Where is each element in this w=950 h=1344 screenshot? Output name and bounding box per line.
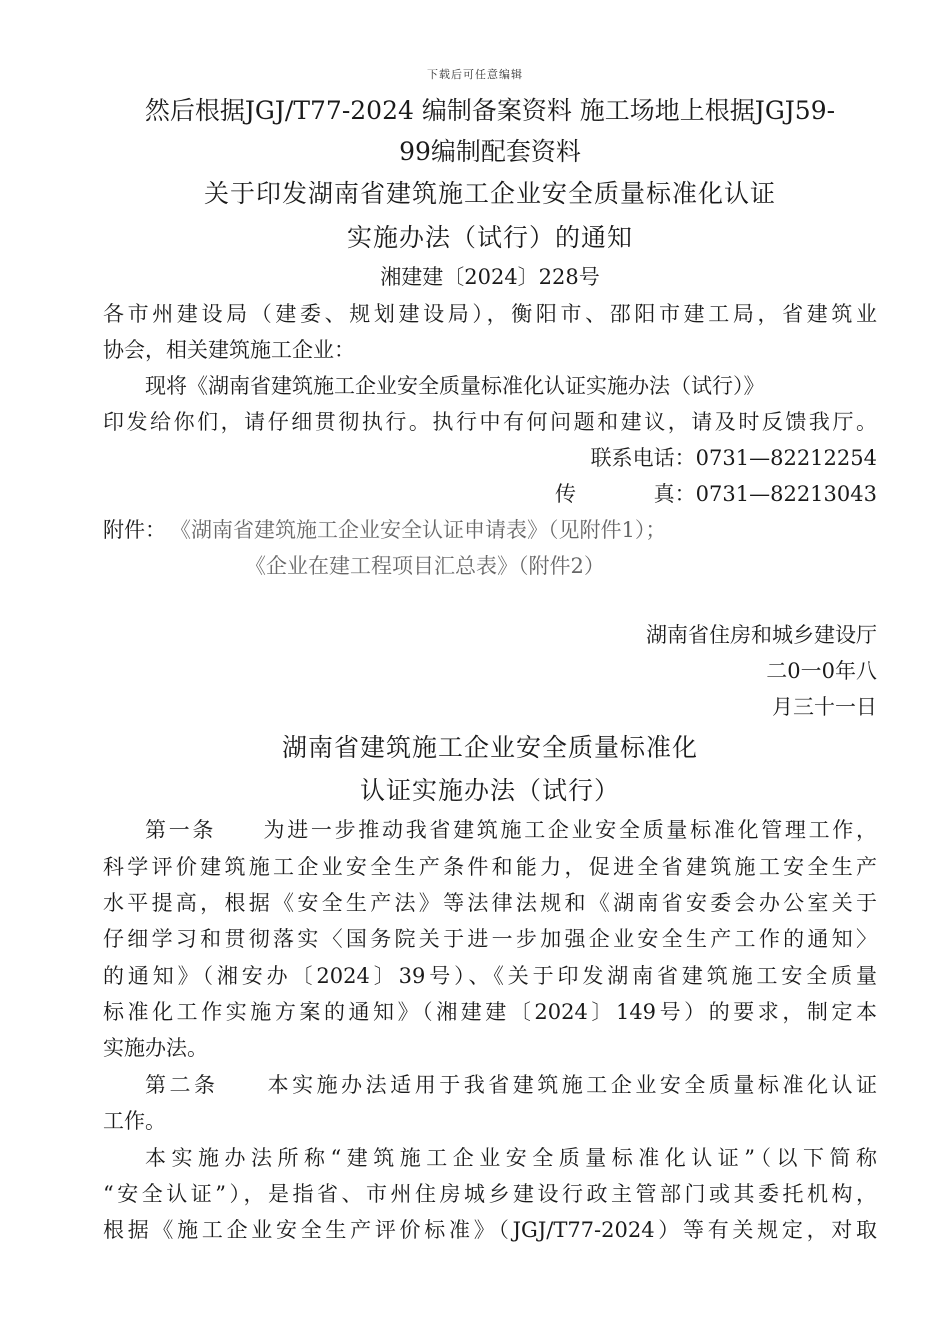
article-1-line: 水平提高，根据《安全生产法》等法律法规和《湖南省安委会办公室关于 — [103, 891, 877, 915]
article-2-line: 工作。 — [103, 1109, 166, 1133]
article-2-line: 第二条 本实施办法适用于我省建筑施工企业安全质量标准化认证 — [145, 1073, 877, 1097]
fax-value: 真：0731—82213043 — [653, 482, 877, 506]
issue-date-line-2: 月三十一日 — [772, 695, 877, 719]
article-1-line: 第一条 为进一步推动我省建筑施工企业安全质量标准化管理工作， — [145, 818, 877, 842]
article-1-line: 标准化工作实施方案的通知》（湘建建〔2024〕149号）的要求，制定本 — [103, 1000, 877, 1024]
doc-number: 湘建建〔2024〕228号 — [380, 265, 600, 289]
header-line-1: 然后根据JGJ/T77-2024 编制备案资料 施工场地上根据JGJ59- — [144, 96, 836, 125]
attachment-label: 附件： — [103, 518, 166, 542]
header-line-2: 99编制配套资料 — [399, 137, 581, 166]
article-1-line: 的通知》（湘安办〔2024〕39号）、《关于印发湖南省建筑施工安全质量 — [103, 964, 877, 988]
issuer: 湖南省住房和城乡建设厅 — [646, 623, 877, 647]
article-2b-line: 根据《施工企业安全生产评价标准》（JGJ/T77-2024）等有关规定，对取 — [103, 1218, 877, 1242]
attachment-2: 《企业在建工程项目汇总表》（附件2） — [245, 554, 605, 578]
contact-phone: 联系电话：0731—82212254 — [590, 446, 877, 470]
article-1-line: 科学评价建筑施工企业安全生产条件和能力，促进全省建筑施工安全生产 — [103, 855, 877, 879]
article-2b-line: “安全认证”），是指省、市州住房城乡建设行政主管部门或其委托机构， — [103, 1182, 877, 1206]
recipients-line-2: 协会，相关建筑施工企业： — [103, 338, 355, 362]
notice-body-line-1: 现将《湖南省建筑施工企业安全质量标准化认证实施办法（试行）》 — [145, 374, 765, 398]
notice-body-line-2: 印发给你们，请仔细贯彻执行。执行中有何问题和建议，请及时反馈我厅。 — [103, 410, 877, 434]
measures-title-line-2: 认证实施办法（试行） — [359, 776, 620, 805]
notice-title-line-2: 实施办法（试行）的通知 — [346, 223, 633, 252]
measures-title-line-1: 湖南省建筑施工企业安全质量标准化 — [281, 733, 698, 762]
article-2b-line: 本实施办法所称“建筑施工企业安全质量标准化认证”（以下简称 — [145, 1146, 877, 1170]
article-1-line: 实施办法。 — [103, 1036, 208, 1060]
recipients-line-1: 各市州建设局（建委、规划建设局），衡阳市、邵阳市建工局，省建筑业 — [103, 302, 877, 326]
notice-title-line-1: 关于印发湖南省建筑施工企业安全质量标准化认证 — [203, 179, 776, 208]
attachment-1: 《湖南省建筑施工企业安全认证申请表》（见附件1）； — [170, 518, 667, 542]
issue-date-line-1: 二0一0年八 — [766, 659, 877, 683]
watermark-text: 下载后可任意编辑 — [427, 68, 523, 81]
article-1-line: 仔细学习和贯彻落实〈国务院关于进一步加强企业安全生产工作的通知〉 — [103, 927, 877, 951]
fax-label: 传 — [555, 482, 576, 506]
